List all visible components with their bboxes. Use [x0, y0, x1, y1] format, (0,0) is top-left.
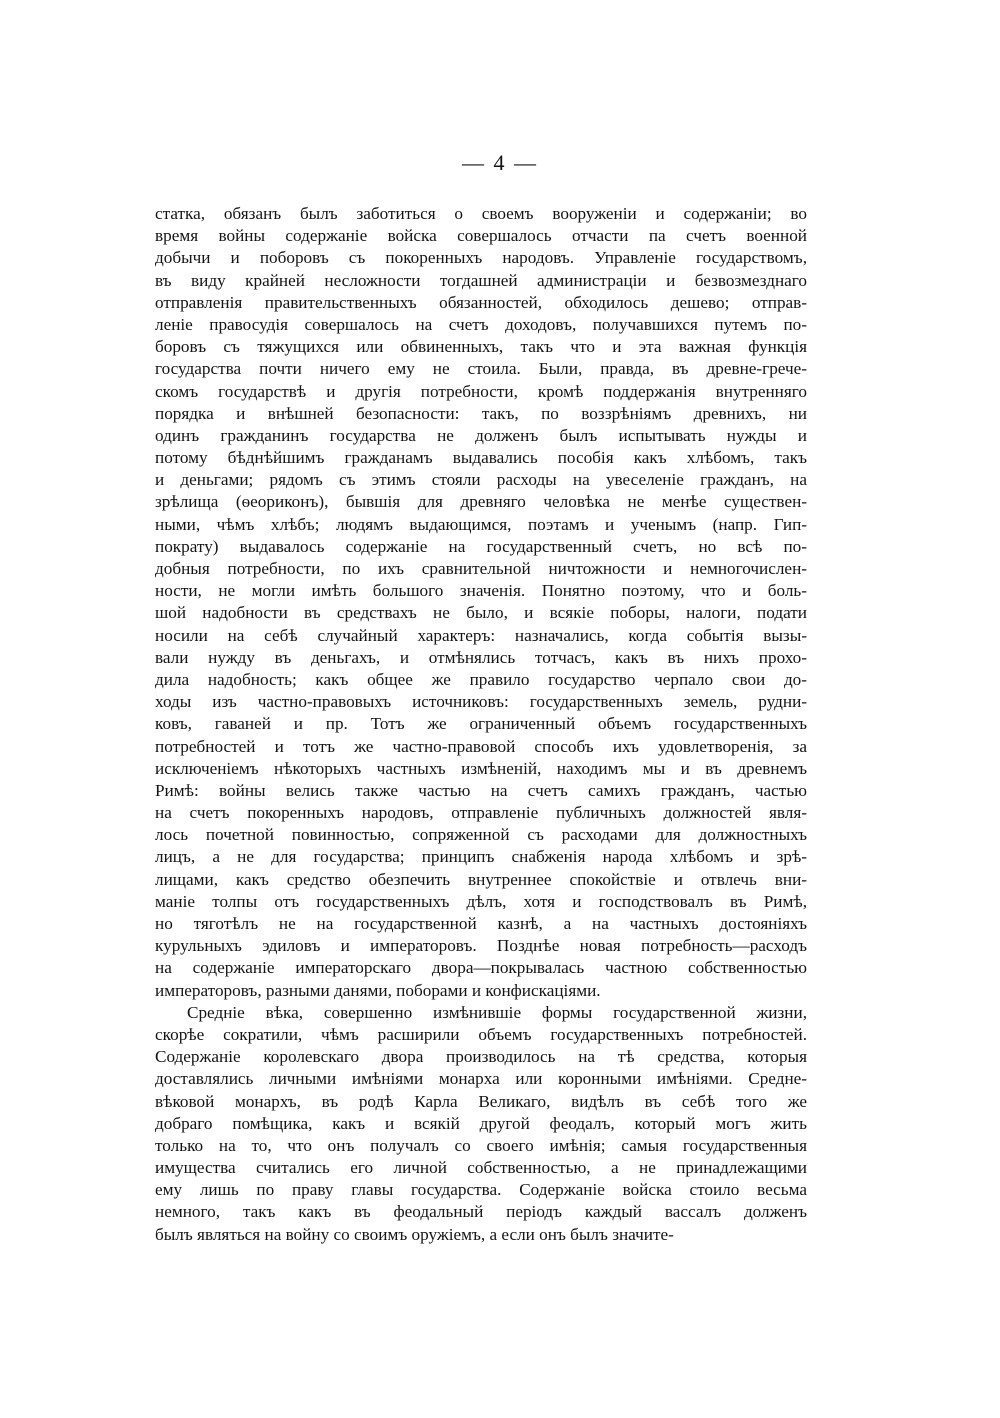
text-line: былъ являться на войну со своимъ оружіемъ, а если онъ былъ значите- [155, 1224, 674, 1244]
text-line: скомъ государствѣ и другія потребности, кромѣ поддержанія внутренняго [155, 381, 807, 401]
text-line: скорѣе сократили, чѣмъ расширили объемъ государственныхъ потребностей. [155, 1024, 807, 1044]
text-line: на счетъ покоренныхъ народовъ, отправленіе публичныхъ должностей явля- [155, 803, 807, 823]
text-line: императоровъ, разными данями, поборами и конфискаціями. [155, 980, 601, 1000]
text-line: добраго помѣщика, какъ и всякій другой феодалъ, который могъ жить [155, 1113, 807, 1133]
paragraph-2 [155, 1002, 807, 1246]
text-line: вали нужду въ деньгахъ, и отмѣнялись тотчасъ, какъ въ нихъ прохо- [155, 647, 807, 667]
text-line: одинъ гражданинъ государства не долженъ былъ испытывать нужды и [155, 425, 807, 445]
text-line: и деньгами; рядомъ съ этимъ стояли расходы на увеселеніе гражданъ, на [155, 470, 807, 490]
text-line: леніе правосудія совершалось на счетъ доходовъ, получавшихся путемъ по- [155, 314, 807, 334]
text-line: Содержаніе королевскаго двора производилось на тѣ средства, которыя [155, 1047, 807, 1067]
text-line: порядка и внѣшней безопасности: такъ, по воззрѣніямъ древнихъ, ни [155, 403, 807, 423]
text-line: статка, обязанъ былъ заботиться о своемъ вооруженіи и содержаніи; во [155, 204, 807, 223]
text-line: боровъ съ тяжущихся или обвиненныхъ, такъ что и эта важная функція [155, 337, 807, 357]
text-line: время войны содержаніе войска совершалось отчасти па счетъ военной [155, 226, 807, 246]
text-line: пократу) выдавалось содержаніе на государственный счетъ, но всѣ по- [155, 536, 807, 556]
text-line: немного, такъ какъ въ феодальный періодъ каждый вассалъ долженъ [155, 1202, 807, 1222]
text-line: добныя потребности, по ихъ сравнительной ничтожности и немногочислен- [155, 559, 807, 578]
text-line: только на то, что онъ получалъ со своего имѣнія; самыя государственныя [155, 1135, 807, 1155]
text-line: государства почти ничего ему не стоила. Были, правда, въ древне-грече- [155, 359, 807, 379]
text-line: лось почетной повинностью, сопряженной съ расходами для должностныхъ [155, 825, 807, 845]
text-line: на содержаніе императорскаго двора—покрывалась частною собственностью [155, 958, 807, 978]
text-line: ходы изъ частно-правовыхъ источниковъ: государственныхъ земель, рудни- [155, 692, 807, 712]
text-line: доставлялись личными имѣніями монарха или коронными имѣніями. Средне- [155, 1069, 807, 1089]
text-line: потребностей и тотъ же частно-правовой способъ ихъ удовлетворенія, за [155, 736, 807, 756]
text-line: потому бѣднѣйшимъ гражданамъ выдавались пособія какъ хлѣбомъ, такъ [155, 448, 807, 468]
text-line: маніе толпы отъ государственныхъ дѣлъ, хотя и господствовалъ въ Римѣ, [155, 891, 807, 911]
text-line: но тяготѣлъ не на государственной казнѣ, а на частныхъ достояніяхъ [155, 914, 807, 933]
page-number: — 4 — [462, 150, 538, 175]
text-line: въ виду крайней несложности тогдашней администраціи и безвозмезднаго [155, 270, 807, 290]
text-line: Римѣ: войны велись также частью на счетъ самихъ гражданъ, частью [155, 780, 807, 800]
body-text [155, 203, 807, 1246]
text-line: носили на себѣ случайный характеръ: назначались, когда событія вызы- [155, 625, 807, 645]
text-line: вѣковой монархъ, въ родѣ Карла Великаго, видѣлъ въ себѣ того же [155, 1091, 807, 1111]
text-line: Средніе вѣка, совершенно измѣнившіе формы государственной жизни, [187, 1002, 807, 1022]
text-line: ными, чѣмъ хлѣбъ; людямъ выдающимся, поэтамъ и ученымъ (напр. Гип- [155, 514, 807, 534]
text-line: добычи и поборовъ съ покоренныхъ народовъ. Управленіе государствомъ, [155, 248, 807, 268]
text-line: ему лишь по праву главы государства. Содержаніе войска стоило весьма [155, 1180, 807, 1200]
text-line: шой надобности въ средствахъ не было, и всякіе поборы, налоги, подати [155, 603, 807, 623]
text-line: исключеніемъ нѣкоторыхъ частныхъ измѣненій, находимъ мы и въ древнемъ [155, 758, 807, 778]
text-line: лицъ, а не для государства; принципъ снабженія народа хлѣбомъ и зрѣ- [155, 847, 807, 867]
text-line: ковъ, гаваней и пр. Тотъ же ограниченный объемъ государственныхъ [155, 714, 807, 734]
text-line: лищами, какъ средство обезпечить внутреннее спокойствіе и отвлечь вни- [155, 869, 807, 889]
text-line: имущества считались его личной собственностью, а не принадлежащими [155, 1158, 807, 1178]
text-line: зрѣлища (ѳеориконъ), бывшія для древняго человѣка не менѣе существен- [155, 492, 807, 512]
text-line: ности, не могли имѣть большого значенія. Понятно поэтому, что и боль- [155, 581, 807, 601]
text-line: курульныхъ эдиловъ и императоровъ. Позднѣе новая потребность—расходъ [155, 936, 807, 956]
text-line: отправленія правительственныхъ обязанностей, обходилось дешево; отправ- [155, 292, 807, 312]
paragraph-1 [155, 203, 807, 1002]
text-line: дила надобность; какъ общее же правило государство черпало свои до- [155, 669, 807, 689]
